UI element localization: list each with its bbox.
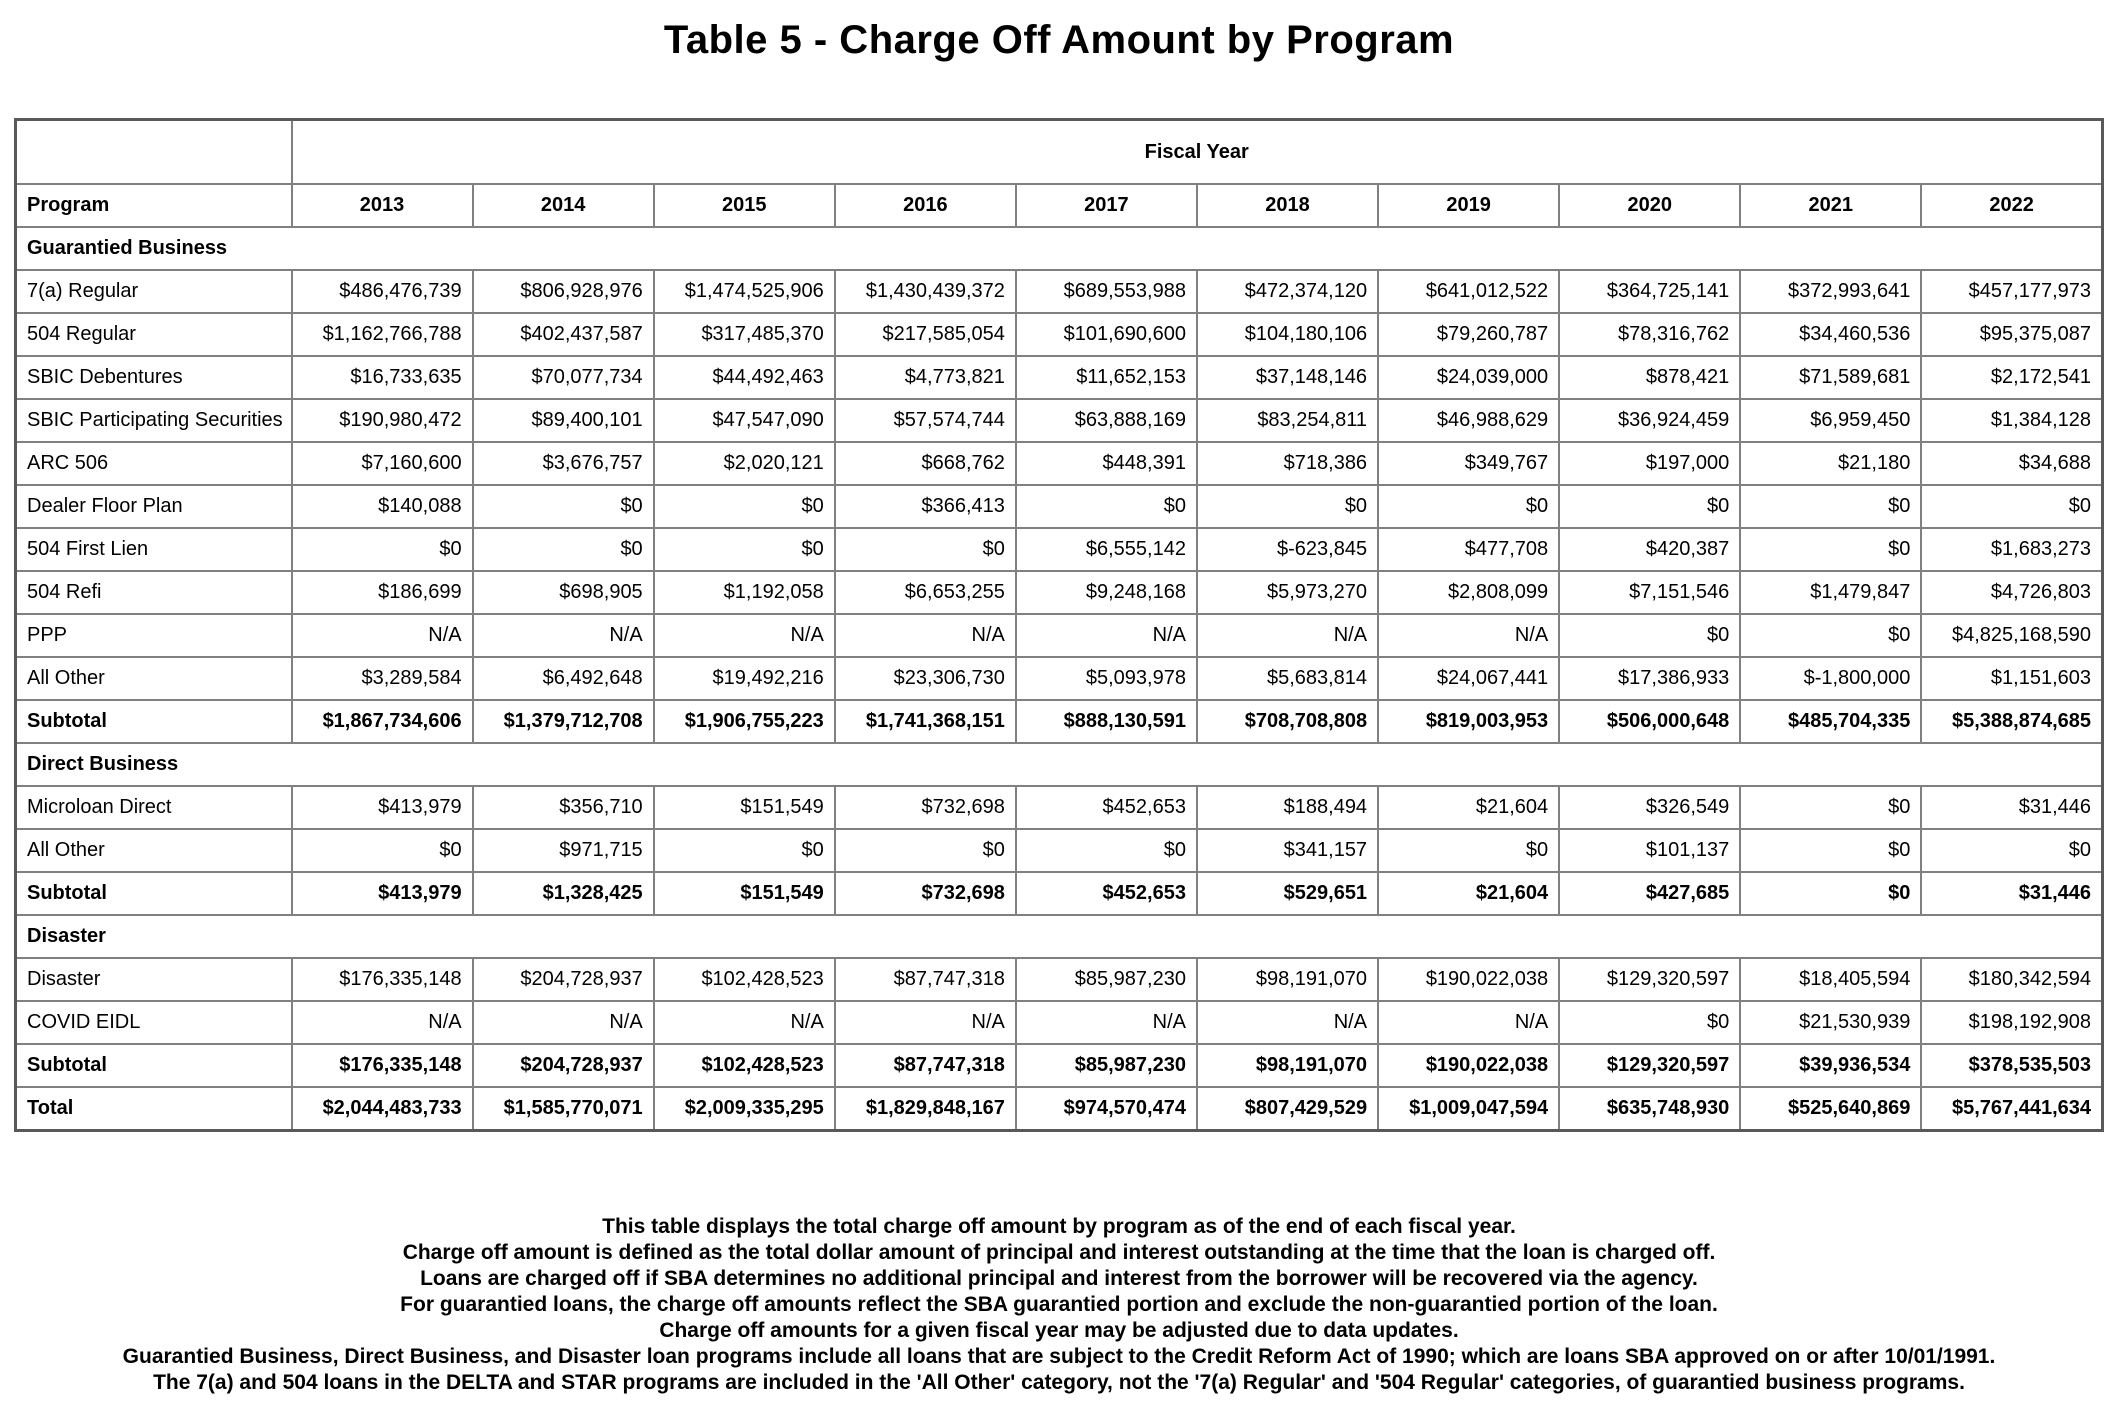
value-cell: $413,979 bbox=[292, 786, 473, 829]
value-cell: N/A bbox=[1016, 614, 1197, 657]
value-cell: $971,715 bbox=[473, 829, 654, 872]
page-title: Table 5 - Charge Off Amount by Program bbox=[663, 18, 1455, 62]
value-cell: $4,825,168,590 bbox=[1921, 614, 2102, 657]
value-cell: $3,289,584 bbox=[292, 657, 473, 700]
table-row bbox=[16, 786, 2103, 829]
subtotal-value-cell: $87,747,318 bbox=[835, 1044, 1016, 1087]
value-cell: $11,652,153 bbox=[1016, 356, 1197, 399]
value-cell: $732,698 bbox=[835, 786, 1016, 829]
total-value-cell: $635,748,930 bbox=[1559, 1087, 1740, 1131]
value-cell: $0 bbox=[292, 528, 473, 571]
table-row bbox=[16, 743, 2103, 786]
value-cell: $85,987,230 bbox=[1016, 958, 1197, 1001]
section-header: Guarantied Business bbox=[16, 227, 2103, 270]
subtotal-value-cell: $129,320,597 bbox=[1559, 1044, 1740, 1087]
subtotal-label: Subtotal bbox=[16, 872, 292, 915]
subtotal-value-cell: $151,549 bbox=[654, 872, 835, 915]
value-cell: $0 bbox=[1559, 485, 1740, 528]
value-cell: $0 bbox=[1921, 829, 2102, 872]
value-cell: N/A bbox=[654, 1001, 835, 1044]
value-cell: $0 bbox=[1378, 829, 1559, 872]
subtotal-value-cell: $1,867,734,606 bbox=[292, 700, 473, 743]
table-row bbox=[16, 442, 2103, 485]
value-cell: $186,699 bbox=[292, 571, 473, 614]
note-line: Charge off amounts for a given fiscal year may be adjusted due to data updates. bbox=[659, 1319, 1459, 1342]
value-cell: $24,039,000 bbox=[1378, 356, 1559, 399]
subtotal-value-cell: $819,003,953 bbox=[1378, 700, 1559, 743]
value-cell: $457,177,973 bbox=[1921, 270, 2102, 313]
program-label: 504 Regular bbox=[16, 313, 292, 356]
total-value-cell: $1,829,848,167 bbox=[835, 1087, 1016, 1131]
value-cell: $1,384,128 bbox=[1921, 399, 2102, 442]
year-header: 2015 bbox=[654, 184, 835, 227]
table-row bbox=[16, 614, 2103, 657]
value-cell: $101,137 bbox=[1559, 829, 1740, 872]
value-cell: $17,386,933 bbox=[1559, 657, 1740, 700]
year-header: 2020 bbox=[1559, 184, 1740, 227]
program-label: 504 First Lien bbox=[16, 528, 292, 571]
value-cell: $-1,800,000 bbox=[1740, 657, 1921, 700]
value-cell: $689,553,988 bbox=[1016, 270, 1197, 313]
program-label: Dealer Floor Plan bbox=[16, 485, 292, 528]
value-cell: $0 bbox=[1016, 829, 1197, 872]
value-cell: N/A bbox=[1016, 1001, 1197, 1044]
value-cell: $0 bbox=[1559, 1001, 1740, 1044]
value-cell: $3,676,757 bbox=[473, 442, 654, 485]
program-label: 7(a) Regular bbox=[16, 270, 292, 313]
table-row bbox=[16, 1087, 2103, 1131]
value-cell: $402,437,587 bbox=[473, 313, 654, 356]
total-value-cell: $1,009,047,594 bbox=[1378, 1087, 1559, 1131]
value-cell: $47,547,090 bbox=[654, 399, 835, 442]
subtotal-value-cell: $506,000,648 bbox=[1559, 700, 1740, 743]
year-header: 2014 bbox=[473, 184, 654, 227]
value-cell: $0 bbox=[473, 528, 654, 571]
year-header: 2017 bbox=[1016, 184, 1197, 227]
value-cell: $698,905 bbox=[473, 571, 654, 614]
table-row bbox=[16, 270, 2103, 313]
value-cell: $151,549 bbox=[654, 786, 835, 829]
section-header: Direct Business bbox=[16, 743, 2103, 786]
note-line: Loans are charged off if SBA determines no additional principal and interest from the borrower will be recovered via the agency. bbox=[420, 1267, 1698, 1290]
table-row bbox=[16, 120, 2103, 185]
value-cell: $0 bbox=[654, 485, 835, 528]
value-cell: N/A bbox=[292, 1001, 473, 1044]
total-value-cell: $2,009,335,295 bbox=[654, 1087, 835, 1131]
value-cell: $0 bbox=[1197, 485, 1378, 528]
subtotal-value-cell: $190,022,038 bbox=[1378, 1044, 1559, 1087]
year-header: 2019 bbox=[1378, 184, 1559, 227]
value-cell: N/A bbox=[292, 614, 473, 657]
value-cell: $21,604 bbox=[1378, 786, 1559, 829]
program-label: COVID EIDL bbox=[16, 1001, 292, 1044]
subtotal-label: Subtotal bbox=[16, 1044, 292, 1087]
table-row bbox=[16, 872, 2103, 915]
value-cell: $7,160,600 bbox=[292, 442, 473, 485]
value-cell: $718,386 bbox=[1197, 442, 1378, 485]
value-cell: $102,428,523 bbox=[654, 958, 835, 1001]
total-label: Total bbox=[16, 1087, 292, 1131]
subtotal-value-cell: $452,653 bbox=[1016, 872, 1197, 915]
value-cell: $188,494 bbox=[1197, 786, 1378, 829]
value-cell: $0 bbox=[1740, 786, 1921, 829]
value-cell: N/A bbox=[1197, 1001, 1378, 1044]
value-cell: N/A bbox=[1378, 614, 1559, 657]
value-cell: $57,574,744 bbox=[835, 399, 1016, 442]
subtotal-label: Subtotal bbox=[16, 700, 292, 743]
subtotal-value-cell: $39,936,534 bbox=[1740, 1044, 1921, 1087]
value-cell: $477,708 bbox=[1378, 528, 1559, 571]
subtotal-value-cell: $732,698 bbox=[835, 872, 1016, 915]
value-cell: $1,474,525,906 bbox=[654, 270, 835, 313]
value-cell: $1,162,766,788 bbox=[292, 313, 473, 356]
table-row bbox=[16, 313, 2103, 356]
value-cell: $1,151,603 bbox=[1921, 657, 2102, 700]
subtotal-value-cell: $529,651 bbox=[1197, 872, 1378, 915]
value-cell: $6,492,648 bbox=[473, 657, 654, 700]
value-cell: $0 bbox=[1921, 485, 2102, 528]
value-cell: $0 bbox=[654, 528, 835, 571]
value-cell: N/A bbox=[654, 614, 835, 657]
value-cell: $0 bbox=[1740, 485, 1921, 528]
year-header: 2013 bbox=[292, 184, 473, 227]
program-column-header: Program bbox=[16, 184, 292, 227]
table-row bbox=[16, 227, 2103, 270]
subtotal-value-cell: $31,446 bbox=[1921, 872, 2102, 915]
value-cell: $5,683,814 bbox=[1197, 657, 1378, 700]
value-cell: $2,020,121 bbox=[654, 442, 835, 485]
value-cell: $2,808,099 bbox=[1378, 571, 1559, 614]
subtotal-value-cell: $1,379,712,708 bbox=[473, 700, 654, 743]
value-cell: $101,690,600 bbox=[1016, 313, 1197, 356]
value-cell: $98,191,070 bbox=[1197, 958, 1378, 1001]
value-cell: $-623,845 bbox=[1197, 528, 1378, 571]
subtotal-value-cell: $427,685 bbox=[1559, 872, 1740, 915]
subtotal-value-cell: $98,191,070 bbox=[1197, 1044, 1378, 1087]
value-cell: $217,585,054 bbox=[835, 313, 1016, 356]
value-cell: N/A bbox=[473, 1001, 654, 1044]
value-cell: $641,012,522 bbox=[1378, 270, 1559, 313]
value-cell: $78,316,762 bbox=[1559, 313, 1740, 356]
table-row bbox=[16, 829, 2103, 872]
subtotal-value-cell: $85,987,230 bbox=[1016, 1044, 1197, 1087]
value-cell: $486,476,739 bbox=[292, 270, 473, 313]
year-header: 2016 bbox=[835, 184, 1016, 227]
value-cell: $190,022,038 bbox=[1378, 958, 1559, 1001]
value-cell: $1,430,439,372 bbox=[835, 270, 1016, 313]
note-line: For guarantied loans, the charge off amounts reflect the SBA guarantied portion and exclude the non-guarantied portion of the loan. bbox=[400, 1293, 1718, 1316]
value-cell: N/A bbox=[835, 1001, 1016, 1044]
value-cell: $0 bbox=[1740, 528, 1921, 571]
value-cell: $79,260,787 bbox=[1378, 313, 1559, 356]
value-cell: $204,728,937 bbox=[473, 958, 654, 1001]
program-label: PPP bbox=[16, 614, 292, 657]
program-label: SBIC Debentures bbox=[16, 356, 292, 399]
total-value-cell: $807,429,529 bbox=[1197, 1087, 1378, 1131]
value-cell: $349,767 bbox=[1378, 442, 1559, 485]
year-header: 2021 bbox=[1740, 184, 1921, 227]
table-row bbox=[16, 356, 2103, 399]
value-cell: $198,192,908 bbox=[1921, 1001, 2102, 1044]
value-cell: $37,148,146 bbox=[1197, 356, 1378, 399]
value-cell: $7,151,546 bbox=[1559, 571, 1740, 614]
program-label: Microloan Direct bbox=[16, 786, 292, 829]
program-label: 504 Refi bbox=[16, 571, 292, 614]
value-cell: $83,254,811 bbox=[1197, 399, 1378, 442]
value-cell: $176,335,148 bbox=[292, 958, 473, 1001]
table-row bbox=[16, 528, 2103, 571]
subtotal-value-cell: $378,535,503 bbox=[1921, 1044, 2102, 1087]
value-cell: $104,180,106 bbox=[1197, 313, 1378, 356]
program-label: All Other bbox=[16, 657, 292, 700]
table-row bbox=[16, 399, 2103, 442]
value-cell: $180,342,594 bbox=[1921, 958, 2102, 1001]
value-cell: $0 bbox=[1016, 485, 1197, 528]
table-row bbox=[16, 485, 2103, 528]
subtotal-value-cell: $204,728,937 bbox=[473, 1044, 654, 1087]
value-cell: $46,988,629 bbox=[1378, 399, 1559, 442]
value-cell: $5,093,978 bbox=[1016, 657, 1197, 700]
value-cell: $1,192,058 bbox=[654, 571, 835, 614]
table-row bbox=[16, 915, 2103, 958]
subtotal-value-cell: $413,979 bbox=[292, 872, 473, 915]
value-cell: $34,460,536 bbox=[1740, 313, 1921, 356]
total-value-cell: $974,570,474 bbox=[1016, 1087, 1197, 1131]
corner-cell bbox=[16, 120, 292, 185]
subtotal-value-cell: $1,906,755,223 bbox=[654, 700, 835, 743]
table-row bbox=[16, 958, 2103, 1001]
total-value-cell: $2,044,483,733 bbox=[292, 1087, 473, 1131]
value-cell: $21,180 bbox=[1740, 442, 1921, 485]
value-cell: $31,446 bbox=[1921, 786, 2102, 829]
value-cell: $140,088 bbox=[292, 485, 473, 528]
value-cell: $71,589,681 bbox=[1740, 356, 1921, 399]
charge-off-table bbox=[14, 118, 2104, 1132]
note-line: The 7(a) and 504 loans in the DELTA and STAR programs are included in the 'All Other' category, not the '7(a) Regular' and '504 Regular' categories, of guarantied business programs. bbox=[153, 1371, 1965, 1394]
subtotal-value-cell: $21,604 bbox=[1378, 872, 1559, 915]
note-line: Charge off amount is defined as the total dollar amount of principal and interest outstanding at the time that the loan is charged off. bbox=[402, 1241, 1716, 1264]
table-row bbox=[16, 1001, 2103, 1044]
subtotal-value-cell: $708,708,808 bbox=[1197, 700, 1378, 743]
value-cell: N/A bbox=[835, 614, 1016, 657]
section-header: Disaster bbox=[16, 915, 2103, 958]
program-label: SBIC Participating Securities bbox=[16, 399, 292, 442]
value-cell: $4,726,803 bbox=[1921, 571, 2102, 614]
value-cell: $5,973,270 bbox=[1197, 571, 1378, 614]
value-cell: $0 bbox=[1740, 614, 1921, 657]
program-label: All Other bbox=[16, 829, 292, 872]
fiscal-year-header: Fiscal Year bbox=[292, 120, 2103, 185]
value-cell: $197,000 bbox=[1559, 442, 1740, 485]
value-cell: $356,710 bbox=[473, 786, 654, 829]
table-row bbox=[16, 571, 2103, 614]
value-cell: $0 bbox=[835, 528, 1016, 571]
subtotal-value-cell: $176,335,148 bbox=[292, 1044, 473, 1087]
value-cell: $89,400,101 bbox=[473, 399, 654, 442]
value-cell: $6,653,255 bbox=[835, 571, 1016, 614]
subtotal-value-cell: $1,328,425 bbox=[473, 872, 654, 915]
value-cell: $23,306,730 bbox=[835, 657, 1016, 700]
value-cell: $87,747,318 bbox=[835, 958, 1016, 1001]
value-cell: $19,492,216 bbox=[654, 657, 835, 700]
value-cell: $1,683,273 bbox=[1921, 528, 2102, 571]
total-value-cell: $525,640,869 bbox=[1740, 1087, 1921, 1131]
value-cell: $129,320,597 bbox=[1559, 958, 1740, 1001]
value-cell: $668,762 bbox=[835, 442, 1016, 485]
total-value-cell: $1,585,770,071 bbox=[473, 1087, 654, 1131]
note-line: Guarantied Business, Direct Business, and Disaster loan programs include all loans that are subject to the Credit Reform Act of 1990; which are loans SBA approved on or after 10/01/1991. bbox=[122, 1345, 1996, 1368]
value-cell: $0 bbox=[1559, 614, 1740, 657]
subtotal-value-cell: $0 bbox=[1740, 872, 1921, 915]
value-cell: $63,888,169 bbox=[1016, 399, 1197, 442]
value-cell: $317,485,370 bbox=[654, 313, 835, 356]
value-cell: $6,555,142 bbox=[1016, 528, 1197, 571]
value-cell: $0 bbox=[292, 829, 473, 872]
value-cell: $34,688 bbox=[1921, 442, 2102, 485]
value-cell: $4,773,821 bbox=[835, 356, 1016, 399]
value-cell: $341,157 bbox=[1197, 829, 1378, 872]
value-cell: $472,374,120 bbox=[1197, 270, 1378, 313]
note-line: This table displays the total charge off amount by program as of the end of each fiscal year. bbox=[602, 1215, 1516, 1238]
value-cell: $452,653 bbox=[1016, 786, 1197, 829]
subtotal-value-cell: $5,388,874,685 bbox=[1921, 700, 2102, 743]
table-footnotes bbox=[0, 1214, 2118, 1396]
value-cell: $806,928,976 bbox=[473, 270, 654, 313]
value-cell: N/A bbox=[473, 614, 654, 657]
value-cell: $420,387 bbox=[1559, 528, 1740, 571]
value-cell: $21,530,939 bbox=[1740, 1001, 1921, 1044]
value-cell: $366,413 bbox=[835, 485, 1016, 528]
value-cell: N/A bbox=[1378, 1001, 1559, 1044]
value-cell: $16,733,635 bbox=[292, 356, 473, 399]
value-cell: N/A bbox=[1197, 614, 1378, 657]
table-row bbox=[16, 657, 2103, 700]
table-row bbox=[16, 184, 2103, 227]
value-cell: $0 bbox=[473, 485, 654, 528]
value-cell: $44,492,463 bbox=[654, 356, 835, 399]
program-label: Disaster bbox=[16, 958, 292, 1001]
value-cell: $364,725,141 bbox=[1559, 270, 1740, 313]
year-header: 2022 bbox=[1921, 184, 2102, 227]
value-cell: $18,405,594 bbox=[1740, 958, 1921, 1001]
value-cell: $36,924,459 bbox=[1559, 399, 1740, 442]
value-cell: $95,375,087 bbox=[1921, 313, 2102, 356]
total-value-cell: $5,767,441,634 bbox=[1921, 1087, 2102, 1131]
value-cell: $0 bbox=[1740, 829, 1921, 872]
value-cell: $0 bbox=[654, 829, 835, 872]
value-cell: $24,067,441 bbox=[1378, 657, 1559, 700]
value-cell: $9,248,168 bbox=[1016, 571, 1197, 614]
program-label: ARC 506 bbox=[16, 442, 292, 485]
subtotal-value-cell: $102,428,523 bbox=[654, 1044, 835, 1087]
value-cell: $1,479,847 bbox=[1740, 571, 1921, 614]
table-row bbox=[16, 700, 2103, 743]
subtotal-value-cell: $1,741,368,151 bbox=[835, 700, 1016, 743]
value-cell: $372,993,641 bbox=[1740, 270, 1921, 313]
value-cell: $326,549 bbox=[1559, 786, 1740, 829]
value-cell: $878,421 bbox=[1559, 356, 1740, 399]
value-cell: $0 bbox=[835, 829, 1016, 872]
value-cell: $70,077,734 bbox=[473, 356, 654, 399]
value-cell: $0 bbox=[1378, 485, 1559, 528]
value-cell: $6,959,450 bbox=[1740, 399, 1921, 442]
table-row bbox=[16, 1044, 2103, 1087]
year-header: 2018 bbox=[1197, 184, 1378, 227]
value-cell: $2,172,541 bbox=[1921, 356, 2102, 399]
value-cell: $190,980,472 bbox=[292, 399, 473, 442]
subtotal-value-cell: $888,130,591 bbox=[1016, 700, 1197, 743]
subtotal-value-cell: $485,704,335 bbox=[1740, 700, 1921, 743]
value-cell: $448,391 bbox=[1016, 442, 1197, 485]
